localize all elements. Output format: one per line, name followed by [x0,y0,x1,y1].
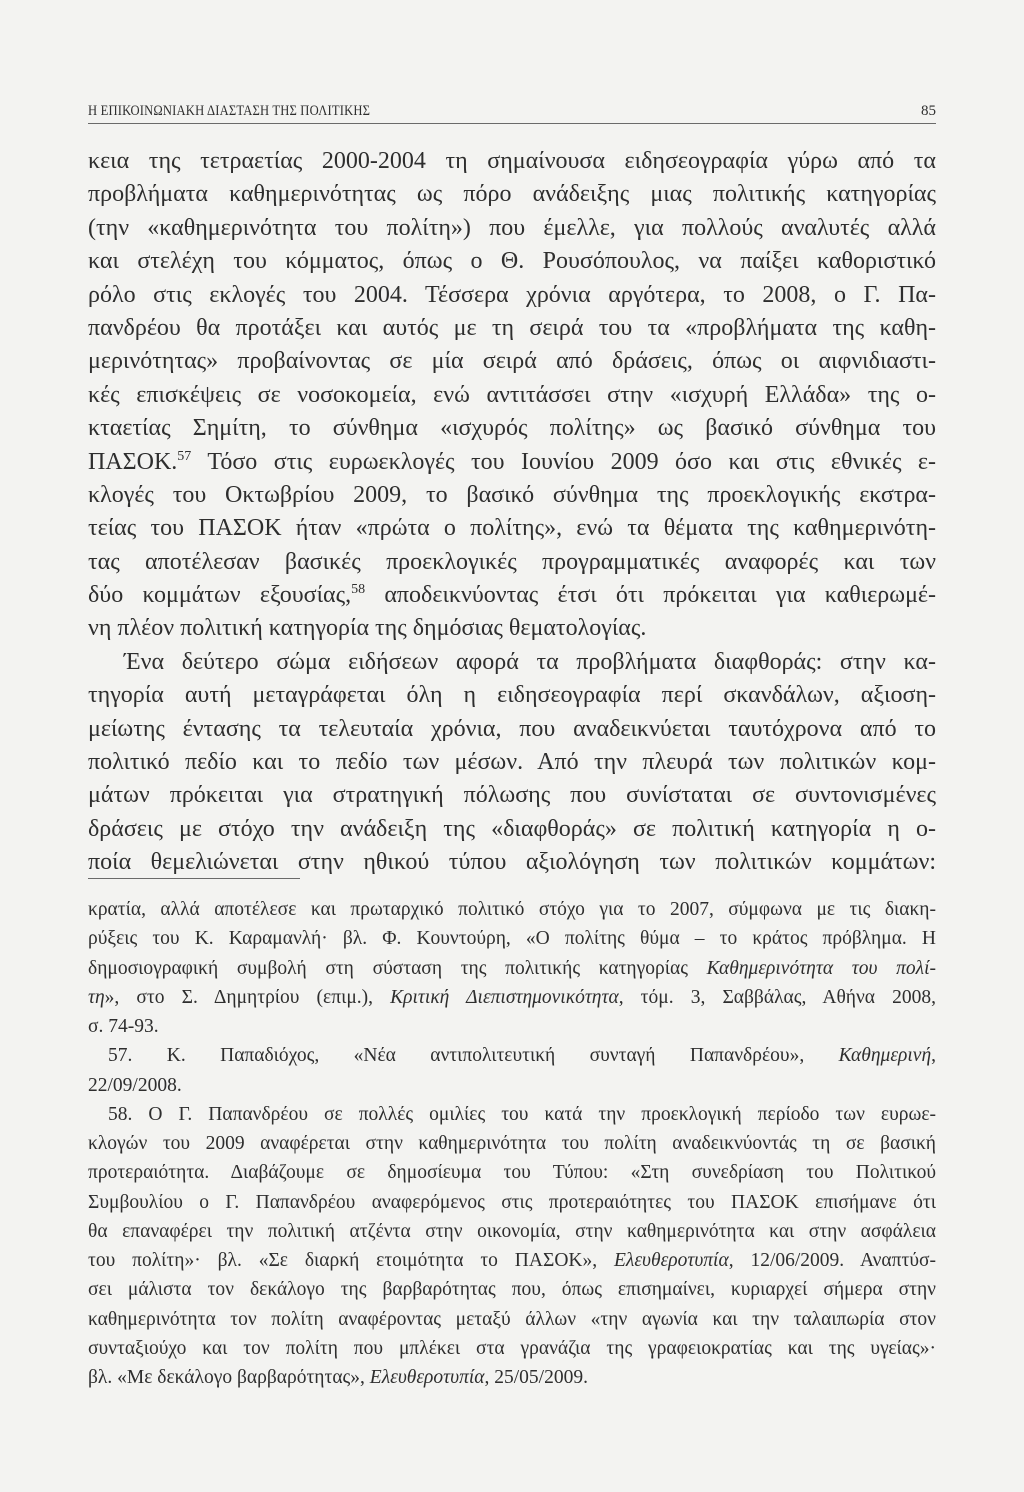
footnote-text: κρατία, αλλά αποτέλεσε και πρωταρχικό πολιτικό στόχο για το 2007, σύμφωνα με τις διακη- [88,899,936,920]
text-line [88,612,936,645]
text-line [88,212,936,245]
line-text: ποία θεμελιώνεται στην ηθικού τύπου αξιολόγηση των πολιτικών κομμάτων: [88,849,936,876]
text-line [88,713,936,746]
footnote-ref-57: 57 [177,448,192,464]
line-text: πολιτικό πεδίο και το πεδίο των μέσων. Από την πλευρά των πολιτικών κομ- [88,749,936,776]
text-line [88,579,936,612]
footnote-line [88,1012,936,1041]
text-line [88,846,936,879]
line-text: κεια της τετραετίας 2000-2004 τη σημαίνουσα ειδησεογραφία γύρω από τα [88,148,936,174]
line-text: κές επισκέψεις σε νοσοκομεία, ενώ αντιτάσσει στην «ισχυρή Ελλάδα» της ο- [88,381,936,408]
footnote-text: συνταξιούχο και τον πολίτη που μπλέκει στα γρανάζια της γραφειοκρατίας και της υγείας»· [88,1337,936,1359]
footnote-57 [88,1041,936,1100]
footnote-line [88,1071,936,1100]
paragraph-corruption [88,646,936,880]
line-text: νη πλέον πολιτική κατηγορία της δημόσιας θεματολογίας. [88,615,647,642]
footnote-line [88,924,936,953]
italic-title: Ελευθεροτυπία [369,1367,485,1388]
page-number: 85 [921,103,936,119]
footnote-text: βλ. «Με δεκάλογο βαρβαρότητας», [88,1367,370,1388]
text-line [88,746,936,779]
text-line [88,446,936,479]
footnote-line [88,1158,936,1187]
footnote-line [88,954,936,983]
italic-title: τη [88,986,105,1008]
footnote-text: ρύξεις του Κ. Καραμανλή· βλ. Φ. Κουντούρη, «Ο πολίτης θύμα – το κράτος πρόβλημα. Η [88,928,936,950]
line-text: μείωτης έντασης τα τελευταία χρόνια, που αναδεικνύεται ταυτόχρονα από το [88,715,936,742]
footnote-line [88,1041,936,1070]
footnote-text: , 12/06/2009. Αναπτύσ- [728,1250,936,1271]
text-line [88,779,936,812]
footnote-text: προτεραιότητα. Διαβάζουμε σε δημοσίευμα του Τύπου: «Στη συνεδρίαση του Πολιτικού [88,1162,936,1184]
footnote-text: του πολίτη»· βλ. «Σε διαρκή ετοιμότητα το ΠΑΣΟΚ», [88,1250,614,1271]
footnote-line [88,1217,936,1246]
line-text: μερινότητας» προβαίνοντας σε μία σειρά από δράσεις, όπως οι αιφνιδιαστι- [88,348,936,375]
text-line [88,345,936,378]
footnote-line [88,1129,936,1158]
footnote-text: 22/09/2008. [88,1074,182,1096]
footnote-text: 57. Κ. Παπαδιόχος, «Νέα αντιπολιτευτική συνταγή Παπανδρέου», [108,1045,839,1067]
footnote-line [88,1246,936,1275]
line-text: αποδεικνύοντας έτσι ότι πρόκειται για καθιερωμέ- [365,582,936,609]
footnote-text: , 25/05/2009. [484,1367,588,1388]
text-line [88,679,936,712]
text-line [88,479,936,512]
footnote-58 [88,1100,936,1393]
text-line [88,512,936,545]
header-rule [88,123,936,124]
italic-title: Κριτική Διεπιστημονικότητα [390,986,619,1008]
footnote-line [88,1188,936,1217]
footnote-separator [88,878,300,879]
line-text: τας αποτέλεσαν βασικές προεκλογικές προγραμματικές αναφορές και των [88,548,936,575]
footnote-text: θα επαναφέρει την πολιτική ατζέντα στην οικονομία, στην καθημερινότητα και στην ασφάλεια [88,1220,936,1242]
footnote-text: κλογών του 2009 αναφέρεται στην καθημερινότητα του πολίτη αναδεικνύοντάς τη σε βασική [88,1133,936,1154]
footnote-line [88,1100,936,1129]
line-text: κταετίας Σημίτη, το σύνθημα «ισχυρός πολίτης» ως βασικό σύνθημα του [88,415,936,442]
line-text: μάτων πρόκειται για στρατηγική πόλωσης που συνίσταται σε συντονισμένες [88,782,936,809]
running-header [88,100,936,122]
italic-title: Καθημερινή [838,1045,932,1067]
footnote-line [88,1363,936,1392]
text-line [88,145,936,178]
line-text: προβλήματα καθημερινότητας ως πόρο ανάδειξης μιας πολιτικής κατηγορίας [88,181,936,208]
footnote-text: σ. 74-93. [88,1016,159,1037]
line-text: πανδρέου θα προτάξει και αυτός με τη σειρά του τα «προβλήματα της καθη- [88,314,936,341]
footnote-text: », στο Σ. Δημητρίου (επιμ.), [104,986,391,1008]
text-line [88,178,936,211]
line-text: κλογές του Οκτωβρίου 2009, το βασικό σύνθημα της προεκλογικής εκστρα- [88,481,936,508]
footnotes [88,895,936,1392]
line-text: και στελέχη του κόμματος, όπως ο Θ. Ρουσόπουλος, να παίξει καθοριστικό [88,248,936,275]
footnote-ref-58: 58 [351,582,366,598]
text-line [88,279,936,312]
footnote-text: καθημερινότητα τον πολίτη αναφέροντας μεταξύ άλλων «την αγωνία και την ταλαιπωρία στον [88,1308,936,1330]
footnote-continued [88,895,936,1041]
footnote-text: σει μάλιστα τον δεκάλογο της βαρβαρότητας που, όπως επισημαίνει, κυριαρχεί σήμερα στην [88,1279,936,1301]
paragraph-continued [88,145,936,646]
line-text: τηγορία αυτή μεταγράφεται όλη η ειδησεογραφία περί σκανδάλων, αξιοση- [88,682,936,709]
italic-title: Καθημερινότητα του πολί- [706,957,936,979]
text-line [88,245,936,278]
footnote-line [88,1305,936,1334]
footnote-line [88,983,936,1012]
body-text [88,145,936,880]
line-text: Ένα δεύτερο σώμα ειδήσεων αφορά τα προβλήματα διαφθοράς: στην κα- [124,648,936,675]
footnote-line [88,895,936,924]
line-text: τείας του ΠΑΣΟΚ ήταν «πρώτα ο πολίτης», ενώ τα θέματα της καθημερινότη- [88,515,936,542]
line-text: Τόσο στις ευρωεκλογές του Ιουνίου 2009 όσο και στις εθνικές ε- [191,448,936,475]
text-line [88,546,936,579]
footnote-text: Συμβουλίου ο Γ. Παπανδρέου αναφερόμενος στις προτεραιότητες του ΠΑΣΟΚ επισήμανε ότι [88,1191,936,1213]
text-line [88,412,936,445]
line-text: (την «καθημερινότητα του πολίτη») που έμελλε, για πολλούς αναλυτές αλλά [88,214,936,241]
text-line [88,813,936,846]
italic-title: Ελευθεροτυπία [614,1250,729,1271]
footnote-text: 58. Ο Γ. Παπανδρέου σε πολλές ομιλίες του κατά την προεκλογική περίοδο των ευρωε- [108,1103,936,1125]
text-line [88,646,936,679]
text-line [88,379,936,412]
line-text: ρόλο στις εκλογές του 2004. Τέσσερα χρόνια αργότερα, το 2008, ο Γ. Πα- [88,281,936,308]
footnote-line [88,1334,936,1363]
footnote-text: , [931,1045,936,1067]
footnote-text: δημοσιογραφική συμβολή στη σύσταση της πολιτικής κατηγορίας [88,957,707,979]
line-text: ΠΑΣΟΚ. [88,448,178,475]
text-line [88,312,936,345]
footnote-text: , τόμ. 3, Σαββάλας, Αθήνα 2008, [618,986,936,1008]
running-title: Η ΕΠΙΚΟΙΝΩΝΙΑΚΗ ΔΙΑΣΤΑΣΗ ΤΗΣ ΠΟΛΙΤΙΚΗΣ [88,103,371,119]
line-text: δράσεις με στόχο την ανάδειξη της «διαφθοράς» σε πολιτική κατηγορία η ο- [88,815,936,842]
footnote-line [88,1275,936,1304]
line-text: δύο κομμάτων εξουσίας, [88,582,352,609]
